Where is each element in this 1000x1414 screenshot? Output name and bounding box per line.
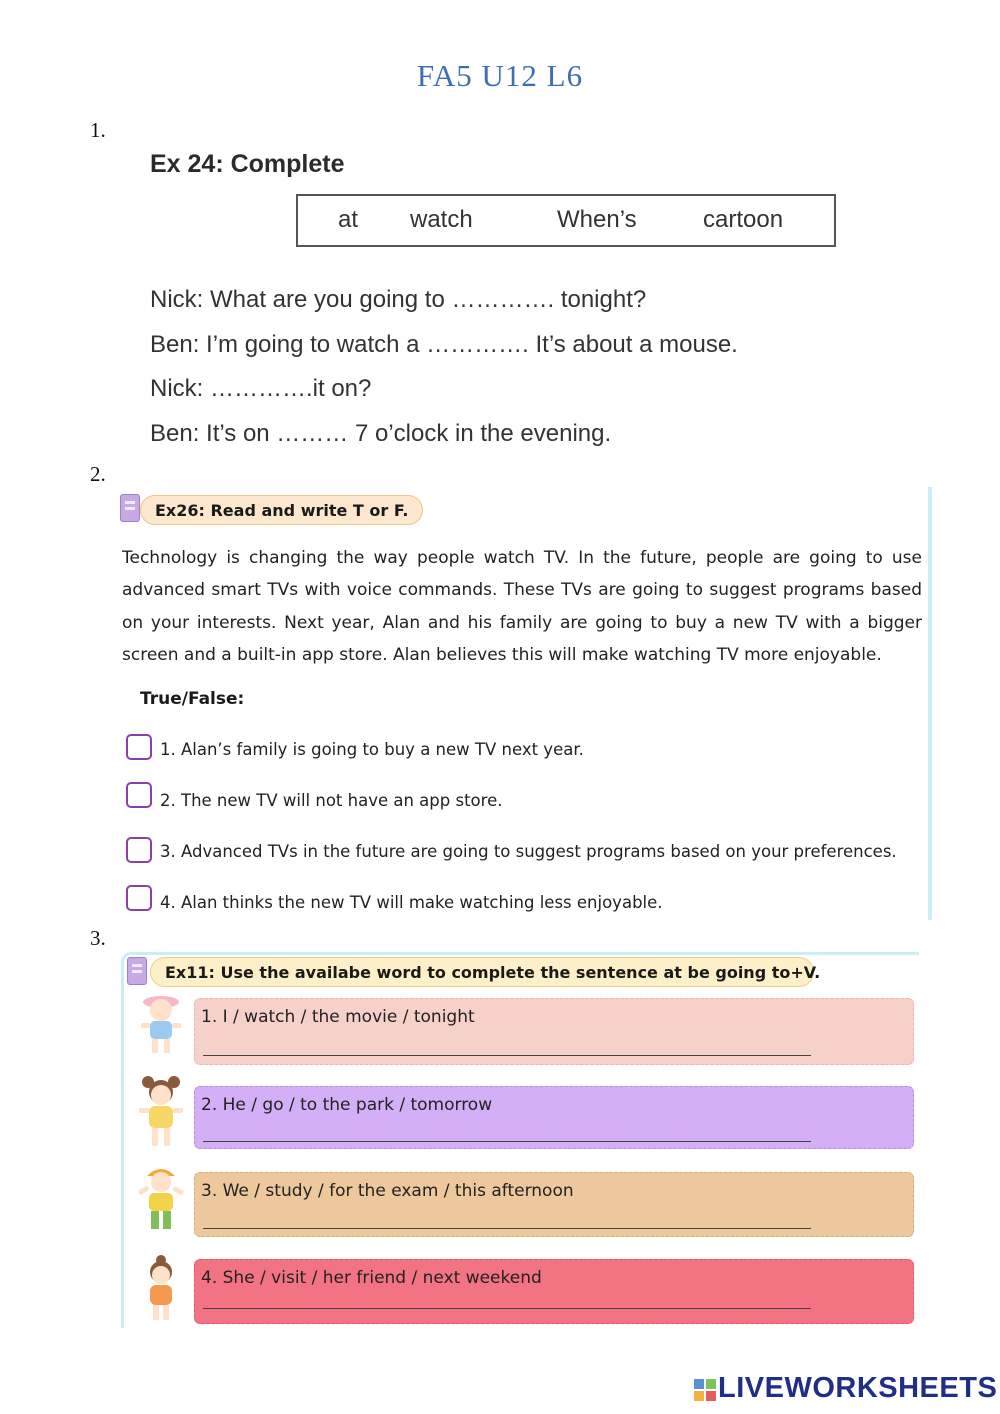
statement-3: 3. Advanced TVs in the future are going to suggest programs based on your preferences. — [160, 842, 897, 861]
dialogue-line-1: Nick: What are you going to …………. tonight? — [150, 286, 647, 313]
exercise-card-2 — [194, 1086, 914, 1149]
ex26-side-border — [928, 487, 932, 920]
section-number-1: 1. — [90, 118, 106, 142]
answer-line-4[interactable] — [203, 1308, 811, 1309]
book-icon — [120, 494, 140, 522]
dialogue-line-2: Ben: I’m going to watch a …………. It’s about a mouse. — [150, 331, 738, 358]
word-bank-item: watch — [410, 206, 473, 233]
ex24-title: Ex 24: Complete — [150, 150, 345, 178]
answer-checkbox-2[interactable] — [126, 782, 152, 808]
liveworksheets-logo-text: LIVEWORKSHEETS — [718, 1372, 998, 1404]
exercise-prompt-3: 3. We / study / for the exam / this afternoon — [201, 1181, 574, 1201]
true-false-label: True/False: — [140, 689, 245, 709]
girl-with-buns-icon — [136, 1072, 186, 1154]
section-number-3: 3. — [90, 926, 106, 950]
exercise-card-3 — [194, 1172, 914, 1237]
answer-line-1[interactable] — [203, 1055, 811, 1056]
liveworksheets-logo-icon — [694, 1379, 716, 1401]
answer-checkbox-3[interactable] — [126, 837, 152, 863]
ex11-title: Ex11: Use the availabe word to complete the sentence at be going to+V. — [150, 957, 814, 987]
book-icon — [127, 957, 147, 985]
statement-4: 4. Alan thinks the new TV will make watching less enjoyable. — [160, 893, 663, 912]
exercise-card-4 — [194, 1259, 914, 1324]
ex26-title: Ex26: Read and write T or F. — [140, 495, 423, 525]
word-bank-item: at — [338, 206, 359, 233]
reading-passage: Technology is changing the way people watch TV. In the future, people are going to use advanced smart TVs with voice commands. These TVs are going to suggest programs based on your interests. Next year, Alan and his family are going to buy a new TV with a bigger screen and a built-in app store. Alan believes this will make watching TV more enjoyable. — [122, 548, 922, 665]
statement-2: 2. The new TV will not have an app store. — [160, 791, 503, 810]
word-bank-item: When’s — [557, 206, 637, 233]
exercise-card-1 — [194, 998, 914, 1065]
answer-checkbox-1[interactable] — [126, 734, 152, 760]
section-number-2: 2. — [90, 462, 106, 486]
kid-with-hat-icon — [136, 990, 186, 1058]
page-title: FA5 U12 L6 — [416, 58, 584, 93]
dialogue-line-3: Nick: ………….it on? — [150, 375, 372, 402]
answer-checkbox-4[interactable] — [126, 885, 152, 911]
statement-1: 1. Alan’s family is going to buy a new TV next year. — [160, 740, 584, 759]
word-bank-item: cartoon — [703, 206, 784, 233]
word-bank — [296, 194, 836, 247]
boy-with-cap-icon — [136, 1162, 186, 1238]
exercise-prompt-1: 1. I / watch / the movie / tonight — [201, 1007, 475, 1027]
exercise-prompt-4: 4. She / visit / her friend / next weekend — [201, 1268, 542, 1288]
dialogue-line-4: Ben: It’s on ……… 7 o’clock in the evening. — [150, 420, 612, 447]
girl-with-backpack-icon — [136, 1252, 186, 1326]
exercise-prompt-2: 2. He / go / to the park / tomorrow — [201, 1095, 493, 1115]
answer-line-3[interactable] — [203, 1228, 811, 1229]
answer-line-2[interactable] — [203, 1141, 811, 1142]
